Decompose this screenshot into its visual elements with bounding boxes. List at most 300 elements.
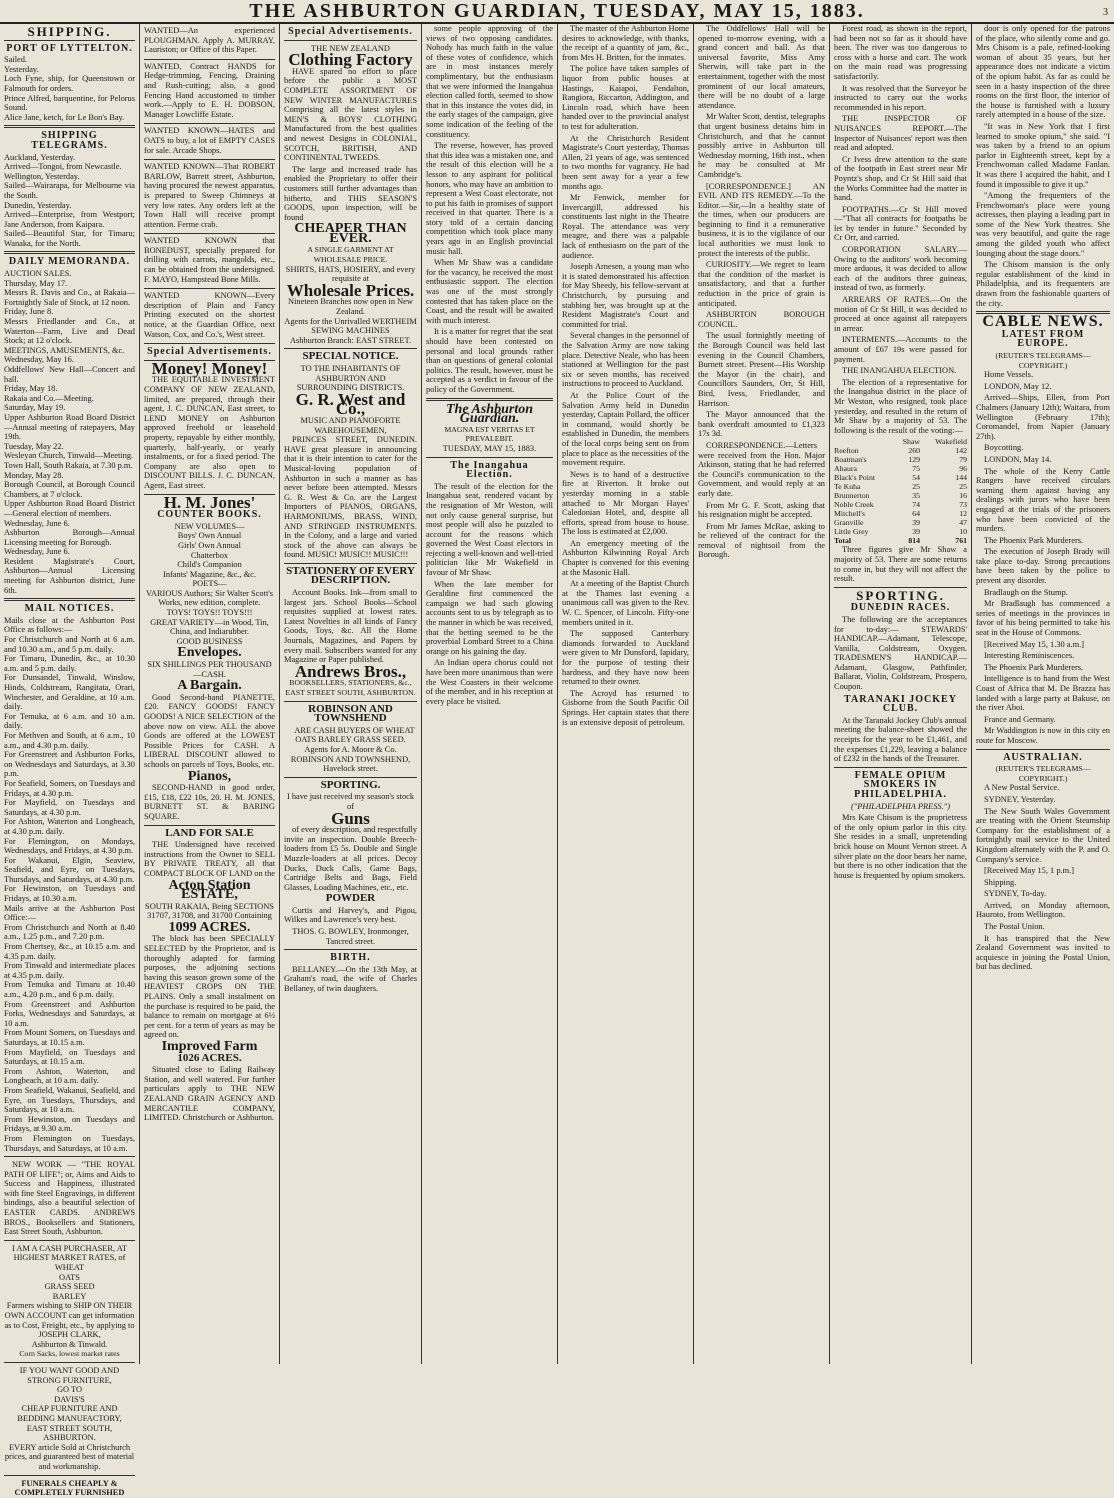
- taranaki-body: At the Taranaki Jockey Club's annual meeting the balance-sheet showed the receipts for the year to be £1,461, and the expenses £1,229, leaving a balance of £232 in the hands of the Treasurer.: [834, 715, 967, 764]
- grwest-title: G. R. West and Co.,: [295, 389, 406, 419]
- news-paragraph: At a meeting of the Baptist Church at the Thames last evening a unanimous call was given to the Rev. W. C. Spencer, of Lincoln. Fifty-one members united in it.: [562, 579, 689, 627]
- telegrams-list: [4, 153, 135, 249]
- clothing-factory-title: Clothing Factory: [288, 50, 413, 70]
- poll-total-row: [834, 536, 967, 545]
- memo-line: Wednesday, June 6.: [4, 547, 70, 557]
- memo-line: Upper Ashburton Road Board District—General election of members.: [4, 499, 135, 518]
- poll-cell: 47: [959, 518, 967, 528]
- poll-cell: 75: [912, 464, 921, 474]
- local-paragraphs: [698, 24, 825, 560]
- news-paragraph: At the Police Court of the Salvation Army held in Dunedin yesterday, Captain Pollard, the officer in command, would shortly be established in Dunedin, the members of the local corps being sent on from place to place as the necessities of the movement require.: [562, 390, 689, 468]
- mail-list: [4, 616, 135, 1153]
- acton-title: Acton Station ESTATE,: [168, 877, 251, 903]
- cable-items: [976, 370, 1110, 745]
- farm-body: Situated close to Ealing Railway Station, and well watered. For further particulars apply to THE NEW ZEALAND GRAIN AGENCY AND MERCANTILE COMPANY, LIMITED. Christchurch or Ashburton.: [144, 1065, 275, 1123]
- memo-line: Messrs R. Davis and Co., at Rakaia—Fortnightly Sale of Stock, at 12 noon.: [4, 288, 135, 307]
- memo-line: Thursday, May 17.: [4, 278, 68, 288]
- opium-paragraph: "It was in New York that I first learned to smoke opium," she said. "I was taken by a friend to an opium parlor in Eighteenth street, kept by a Frenchwoman called Madame Fanlan. It was there I acquired the habit, and I found it impossible to give it up.": [976, 121, 1110, 189]
- envelopes-sub: SIX SHILLINGS PER THOUSAND—CASH.: [147, 660, 272, 679]
- mail-line: From Ashton, Waterton, and Longbeach, at 10 a.m. daily.: [4, 1066, 135, 1086]
- sporting-ad-body: I have just received my season's stock of: [286, 792, 415, 811]
- female-opium-heading: FEMALE OPIUM SMOKERS IN PHILADELPHIA.: [854, 769, 947, 800]
- cable-item: [Received May 15, 1.30 a.m.]: [984, 639, 1085, 649]
- bargain-title: A Bargain.: [177, 678, 242, 694]
- corn-sacks-note: Corn Sacks, lowest market rates: [19, 1349, 120, 1359]
- furniture-advert: [4, 1366, 135, 1472]
- poll-cell: Little Grey: [834, 527, 869, 537]
- column-4: [422, 24, 558, 1364]
- memo-line: AUCTION SALES.: [4, 269, 72, 279]
- motto: MAGNA EST VERITAS ET PREVALEBIT.: [444, 424, 535, 444]
- cable-item: The whole of the Kerry Cattle Rangers have received circulars warning them against having any dealings with jurors who have been engaged at the trials of the prisoners who have been convicted of the murders.: [976, 466, 1110, 534]
- advert-line: DAVIS'S: [54, 1394, 85, 1404]
- wanted-ad: WANTED KNOWN—HATES and OATS to buy, a lot of EMPTY CASES for sale. Arcade Shops.: [144, 124, 275, 160]
- leader-paragraph: An Indian opera chorus could not have been more unanimous than were the West Coasters in their welcome of the member, and in his reception at every place he visited.: [426, 658, 553, 706]
- special-ads-heading-2: Special Advertisements.: [288, 26, 413, 37]
- bargain-body: Good Second-hand PIANETTE, £20. FANCY GOODS! FANCY GOODS! A NICE SELECTION of the above now on view. ALL the above Goods are offered at the LOWEST Possible Prices for CASH. A LIBERAL DISCOUNT allowed to schools on parcels of Toys, Books, etc.: [144, 692, 275, 769]
- memo-line: MEETINGS, AMUSEMENTS, &c.: [4, 345, 125, 355]
- mail-line: From Seafield, Wakanui, Seafield, and Eyre, on Tuesdays, Thursdays, and Saturdays, at 10 a.m.: [4, 1085, 135, 1115]
- cable-item: Arrived—Ships, Ellen, from Port Chalmers (January 12th); Waitara, from Wellington (February 17th); Coromandel, from Napier (January 27th).: [976, 393, 1110, 441]
- mail-line: For Mayfield, on Tuesdays and Saturdays, at 4.30 p.m.: [4, 798, 135, 817]
- single-garment: A SINGLE GARMENT AT WHOLESALE PRICE.: [307, 245, 394, 265]
- council-paragraph: Cr Ivess drew attention to the state of the footpath in East street near Mr Poyntz's shop, and Cr St Hill said that the Works Committee had the matter in hand.: [834, 154, 967, 203]
- shipping-line: Alice Jane, ketch, for Le Bon's Bay.: [4, 112, 125, 122]
- poll-header-row: [834, 437, 967, 446]
- poll-cell: Te Kuha: [834, 482, 861, 492]
- mail-line: For Methven and South, at 6 a.m., 10 a.m., and 4.30 p.m. daily.: [4, 730, 135, 750]
- opium-continued: [976, 24, 1110, 308]
- page-number: 3: [1103, 7, 1108, 18]
- advert-line: I AM A CASH PURCHASER, AT HIGHEST MARKET RATES, of: [12, 1243, 127, 1263]
- port-heading: PORT OF LYTTELTON.: [6, 42, 133, 54]
- news-paragraph: The supposed Canterbury diamonds forwarded to Auckland were given to Mr Dunsford, lapidary, for the purpose of testing their hardness, and they have now been returned to their owner.: [562, 629, 689, 687]
- shirts-line: SHIRTS, HATS, HOSIERY, and every requisite at: [285, 264, 416, 284]
- poll-cell: 39: [912, 518, 921, 528]
- mail-line: Mails arrive at the Ashburton Post Office:—: [4, 903, 135, 923]
- pianos-body: SECOND-HAND in good order, £15, £18, £22 10s, 20. H. M. JONES, BURNETT ST. & BARING SQUARE.: [144, 783, 275, 821]
- jones-line: Chatterbox: [190, 550, 229, 560]
- robinson-body: ARE CASH BUYERS OF WHEAT OATS BARLEY GRASS SEED. Agents for A. Moore & Co. ROBINSON AND TOWNSHEND, Havelock street.: [290, 725, 415, 774]
- poll-cell: 260: [908, 446, 921, 456]
- masthead-title: THE ASHBURTON GUARDIAN, TUESDAY, MAY 15, 1883.: [249, 0, 865, 22]
- column-7: [830, 24, 972, 1364]
- acton-more: The block has been SPECIALLY SELECTED by the Proprietor, and is thoroughly adapted for farming purposes, the adjoining sections having this season grown some of the HEAVIEST CROPS ON THE PLAINS. Only a small instalment on the purchase is required to be paid, the balance to remain on mortgage at 6½ per cent. for a term of years as may be agreed on.: [144, 934, 275, 1040]
- shipping-list: [4, 55, 135, 122]
- advert-line: Ashburton & Tinwald.: [31, 1339, 108, 1349]
- news-paragraphs: [562, 24, 689, 727]
- opium-paragraph: "Among the frequenters of the Frenchwoman's place were young actresses, then playing a leading part in some of the New York theatres. She was very beautiful, and quite the rage among the gilded youth who affect lounging about the stage doors.": [976, 191, 1110, 258]
- jones-line: NEW VOLUMES—: [174, 521, 245, 531]
- poll-rows: [834, 446, 967, 536]
- cable-item: France and Germany.: [984, 714, 1056, 724]
- poll-cell: 96: [959, 464, 967, 474]
- nameplate: The Ashburton Guardian.: [445, 401, 533, 427]
- column-6: [694, 24, 830, 1364]
- council-paragraph: Forest road, as shown in the report, had been not so far as it should have been. The river was too dangerous to cross with a horse and cart. The work on the main road was progressing satisfactorily.: [834, 24, 967, 81]
- telegrams-heading: SHIPPING TELEGRAMS.: [31, 130, 108, 151]
- acton-body: SOUTH RAKAIA, Being SECTIONS 31707, 31708, and 31700 Containing: [145, 901, 274, 921]
- memo-line: Resident Magistrate's Court, Ashburton—Annual Licensing meeting for Ashburton district, June 6th.: [4, 556, 135, 595]
- mail-line: From Mayfield, on Tuesdays and Saturdays, at 10.15 a.m.: [4, 1047, 135, 1067]
- local-paragraph: [CORRESPONDENCE.] AN EVIL AND ITS REMEDY.—To the Editor.—Sir,—In a healthy state of the times, when our producers are beginning to find it a remunerative business, it is to the vigilance of our local authorities we must look to protect the interests of the public.: [698, 181, 825, 258]
- opium-paragraph: The Chisom mansion is the only regular establishment of the kind in Philadelphia, and its frequenters are drawn from the fashionable quarters of the city.: [976, 260, 1110, 308]
- jones-line: POETS—: [192, 579, 227, 589]
- jones-title: H. M. Jones': [163, 492, 256, 512]
- leader-paragraph: The result of the election for the Inangahua seat, rendered vacant by the resignation of Mr Weston, will not only cause general surprise, but most people will also be puzzled to account for the reasons which governed the West Coast electors in rejecting a well-known and well-tried politician like Mr Wakefield in favour of Mr Shaw.: [426, 481, 553, 578]
- local-paragraph: The Oddfellows' Hall will be opened to-morrow evening, with a grand concert and ball. As that universal favorite, Miss Amy Sherwin, will take part in the entertainment, together with the most prominent of our local amateurs, there will be no doubt of a large attendance.: [698, 24, 825, 110]
- cable-item: Home Vessels.: [984, 370, 1034, 380]
- cable-news-sub: LATEST FROM EUROPE.: [1001, 328, 1085, 350]
- special-notice-title: SPECIAL NOTICE.: [302, 350, 399, 363]
- poll-cell: 35: [912, 491, 921, 501]
- council-paragraph: THE INSPECTOR OF NUISANCES REPORT.—The Inspector of Nuisances' report was then read and adopted.: [834, 114, 967, 153]
- advert-line: IF YOU WANT GOOD AND STRONG FURNITURE,: [19, 1365, 120, 1385]
- jones-subtitle: COUNTER BOOKS.: [157, 509, 262, 521]
- australian-item: SYDNEY, Yesterday.: [984, 794, 1056, 804]
- local-paragraph: From Mr G. F. Scott, asking that his resignation might be accepted.: [698, 500, 825, 520]
- column-5: [558, 24, 694, 1364]
- birth-heading: BIRTH.: [330, 952, 371, 964]
- branches-line: Nineteen Branches now open in New Zealand.: [288, 297, 413, 317]
- grwest-sub: MUSIC AND PIANOFORTE WAREHOUSEMEN,: [300, 415, 401, 435]
- poll-row: [834, 500, 967, 509]
- council-paragraph: THE INANGAHUA ELECTION.: [842, 366, 957, 376]
- telegram-line: Sailed—Wairarapa, for Melbourne via the South.: [4, 181, 135, 200]
- cable-item: Bradlaugh on the Stump.: [984, 587, 1068, 597]
- pianos-title: Pianos,: [187, 768, 232, 784]
- memo-line: Wednesday, May 16.: [4, 355, 74, 365]
- funerals-advert: FUNERALS CHEAPLY & COMPLETELY FURNISHED: [14, 1478, 125, 1498]
- editorial-paragraph: It is a matter for regret that the seat should have been contested on personal and local grounds rather than on questions of general colonial politics. The result, however, must be accepted as a verdict in favour of the policy of the Government.: [426, 327, 553, 394]
- australian-item: [Received May 15, 1 p.m.]: [984, 866, 1075, 876]
- poll-cell: 25: [959, 482, 967, 492]
- news-paragraph: Joseph Arnesen, a young man who it is stated demonstrated his affection for May Sheedy, his fellow-servant at Christchurch, by pursuing and stabbing her, was brought up at the Resident Magistrate's Court and committed for trial.: [562, 262, 689, 329]
- australian-item: A New Postal Service.: [984, 783, 1060, 793]
- farm-acres: 1026 ACRES.: [177, 1051, 242, 1064]
- advert-line: JOSEPH CLARK,: [38, 1330, 101, 1340]
- telegram-line: Sailed—Beautiful Star, for Timaru; Wanaka, for the North.: [4, 229, 135, 248]
- memoranda-list: [4, 269, 135, 595]
- jones-line: GREAT VARIETY—in Wood, Tin, China, and Indiarubber.: [150, 617, 269, 637]
- column-3: [280, 24, 422, 1364]
- royal-path-advert: NEW WORK — "THE ROYAL PATH OF LIFE"; or, Aims and Aids to Success and Happiness, illustrated with fine Steel Engravings, in different bindings, also a beautiful selection of EASTER CARDS. ANDREWS BROS., Booksellers and Stationers, East Street South, Ashburton.: [4, 1160, 135, 1237]
- robinson-title: ROBINSON AND TOWNSHEND: [308, 702, 393, 725]
- clothing-body: HAVE spared no effort to place before the public a MOST COMPLETE ASSORTMENT OF NEW WINTER MANUFACTURES Comprising all the latest styles in MEN'S & BOYS' CLOTHING Manufactured from the best qualities and newest Designs in COLONIAL, SCOTCH, BRITISH, AND CONTINENTAL TWEEDS.: [284, 66, 417, 163]
- memo-line: Wednesday, June 6.: [4, 518, 70, 528]
- local-paragraph: CURIOSITY.—We regret to learn that the condition of the market is unsatisfactory, and that a further reduction in the price of grain is anticipated.: [698, 260, 825, 308]
- telegram-line: Arrived—Enterprise, from Westport; Jane Anderson, from Kaipara.: [4, 210, 135, 229]
- memo-line: Friday, May 18.: [4, 384, 58, 394]
- money-title: Money! Money!: [151, 358, 268, 378]
- cable-item: Interesting Reminiscences.: [984, 651, 1075, 661]
- jones-line: Girls' Own Annual: [178, 540, 241, 550]
- poll-row: [834, 491, 967, 500]
- masthead: [0, 0, 1114, 24]
- grwest-body: PRINCES STREET, DUNEDIN. HAVE great pleasure in announcing that it is their intention to cater for the Musical-loving population of Ashburton in such a manner as has never before been attempted. Messrs G. R. West & Co. are the Largest Importers of PIANOS, ORGANS, HARMONIUMS, BRASS, WIND, AND STRINGED INSTRUMENTS. In the Colony, and a large and varied stock of the above can always be found. MUSIC! MUSIC!! MUSIC!!!: [284, 435, 417, 560]
- female-opium-source: ("PHILADELPHIA PRESS."): [851, 801, 950, 811]
- wanted-ads: [144, 24, 275, 344]
- mail-heading: MAIL NOTICES.: [24, 603, 115, 615]
- leader-title: The Inangahua Election.: [450, 459, 529, 481]
- shipping-line: Sailed.: [4, 55, 28, 65]
- australian-copyright: (REUTER'S TELEGRAMS—COPYRIGHT.): [995, 764, 1091, 783]
- wanted-ad: WANTED KNOWN that BONEDUST, specially prepared for drilling with carrots, mangolds, etc., can be obtained from the undersigned. F. MAYO, Hampstead Bone Mills.: [144, 234, 275, 289]
- mail-line: For Greenstreet and Ashburton Forks, on Wednesdays and Saturdays, at 3.30 p.m.: [4, 750, 135, 779]
- leader-body: [426, 482, 553, 707]
- news-paragraph: Mr Fenwick, member for Invercargill, addressed his constituents last night in the Theatre Royal. The attendance was very meagre, and there was a palpable lack of enthusiasm on the part of the audience.: [562, 193, 689, 260]
- column-2: [140, 24, 280, 1364]
- poll-cell: 142: [955, 446, 967, 456]
- agents-line: Agents for the Unrivalled WERTHEIM SEWING MACHINES: [284, 316, 417, 336]
- memo-line: Friday, June 8.: [4, 307, 54, 317]
- guns-title: Guns: [331, 808, 370, 828]
- shipping-line: Loch Fyne, ship, for Queenstown or Falmouth for orders.: [4, 74, 135, 93]
- column-8: [972, 24, 1114, 1364]
- jones-line: Infants' Magazine, &c., &c.: [163, 569, 256, 579]
- news-paragraph: An emergency meeting of the Ashburton Kilwinning Royal Arch Chapter is convened for this evening at the Masonic Hall.: [562, 538, 689, 577]
- australian-item: Shipping.: [984, 877, 1017, 887]
- poll-cell: 74: [912, 500, 921, 510]
- poll-row: [834, 473, 967, 482]
- local-paragraph: From Mr James McRae, asking to be relieved of the contract for the removal of nightsoil from the Borough.: [698, 521, 825, 560]
- wanted-ad: WANTED KNOWN—Every description of Plain and Fancy Printing executed on the shortest notice, at the Guardian Office, next Watson, Cox, and Co.'s, West street.: [144, 289, 275, 344]
- mail-line: For Ashton, Waterton and Longbeach, at 4.30 p.m. daily.: [4, 817, 135, 836]
- cable-item: Mr Waddington is now in this city en route for Moscow.: [976, 726, 1110, 745]
- money-body: THE EQUITABLE INVESTMENT COMPANY OF NEW ZEALAND, limited, are prepared, through their agent, J. C. DUNCAN, East street, to LEND MONEY on Ashburton approved freehold or leasehold property, repayable by either monthly, quarterly, half-yearly, or yearly instalments, or for a fixed period. The Company are also open to DISCOUNT BILLS. J. C. DUNCAN, Agent, East street.: [144, 375, 275, 490]
- memo-line: Borough Council, at Borough Council Chambers, at 7 o'clock.: [4, 480, 135, 499]
- advert-line: EAST STREET SOUTH, ASHBURTON.: [26, 1423, 113, 1443]
- cable-copyright: (REUTER'S TELEGRAMS—COPYRIGHT.): [995, 351, 1091, 370]
- poll-total-cell: 761: [955, 536, 967, 546]
- advert-line: Farmers wishing to SHIP ON THEIR OWN ACCOUNT can get information as to Cost, Freight, etc., by applying to: [4, 1301, 135, 1330]
- jones-line: VARIOUS Authors; Sir Walter Scott's Works, new edition, complete.: [145, 588, 274, 608]
- memoranda-heading: DAILY MEMORANDA.: [8, 256, 131, 268]
- poll-table: [834, 437, 967, 545]
- advert-line: OATS: [59, 1272, 80, 1282]
- news-paragraph: The master of the Ashburton Home desires to acknowledge, with thanks, the receipt of a quantity of jam, &c., from Mrs H. Britten, for the inmates.: [562, 24, 689, 62]
- local-paragraph: ASHBURTON BOROUGH COUNCIL.: [698, 310, 825, 329]
- poll-total-cell: Total: [834, 536, 852, 546]
- local-paragraph: The Mayor announced that the bank overdraft amounted to £1,323 17s 3d.: [698, 410, 825, 439]
- branch-line: Ashburton Branch: EAST STREET.: [289, 335, 412, 345]
- poll-cell: Mitchell's: [834, 509, 865, 519]
- mail-line: For Temuka, at 6 a.m. and 10 a.m. daily.: [4, 711, 135, 731]
- mail-line: From Temuka and Timaru at 10.40 a.m., 4.20 p.m., and 6 p.m. daily.: [4, 980, 135, 999]
- mail-line: From Greenstreet and Ashburton Forks, Wednesdays and Saturdays, at 10 a.m.: [4, 999, 135, 1028]
- council-paragraph: It was resolved that the Surveyor be instructed to carry out the works recommended in his report.: [834, 83, 967, 112]
- poll-header-cell: Wakefield: [935, 437, 967, 447]
- mail-line: From Christchurch and North at 8.40 a.m., 1.25 p.m., and 7.20 p.m.: [4, 922, 135, 942]
- council-paragraph: INTERMENTS.—Accounts to the amount of £67 19s were passed for payment.: [834, 335, 967, 364]
- mail-line: For Hewinston, on Tuesdays and Fridays, at 10.30 a.m.: [4, 884, 135, 904]
- cable-item: Boycotting.: [984, 443, 1024, 453]
- advert-line: WHEAT: [54, 1263, 85, 1273]
- poll-cell: 25: [912, 482, 921, 492]
- telegram-line: Dunedin, Yesterday.: [4, 200, 72, 210]
- wanted-ad: WANTED, Contract HANDS for Hedge-trimming, Fencing, Draining and Rush-cutting; also, a good Fencing Hand accustomed to timber work.—Apply to E. H. DOBSON, Manager Lowcliffe Estate.: [144, 60, 275, 125]
- jones-list: [144, 522, 275, 647]
- memo-line: Town Hall, South Rakaia, at 7.30 p.m.: [4, 460, 133, 470]
- editorial-paragraph: When Mr Shaw was a candidate for the vacancy, he received the most enthusiastic support. The election was one of the most strongly contested that has taken place on the Coast, and the result will be awaited with much interest.: [426, 258, 553, 325]
- local-paragraph: The usual fortnightly meeting of the Borough Council was held last evening in the Council Chambers, Burnett street. Present—His Worship the Mayor (in the chair), and Councillors Saunders, Orr, St Hill, Bird, Ivess, Friedlander, and Harrison.: [698, 331, 825, 408]
- wanted-ad: WANTED KNOWN—That ROBERT BARLOW, Barrett street, Ashburton, having procured the newest apparatus, is prepared to Sweep Chimneys at very low rates. Any orders left at the Town Hall will receive prompt attention. Ferme crab.: [144, 160, 275, 234]
- advert-line: CHEAP FURNITURE AND BEDDING MANUFACTORY,: [17, 1404, 122, 1423]
- australian-item: Arrived, on Monday afternoon, Hauroto, from Wellington.: [976, 900, 1110, 920]
- australian-item: The Postal Union.: [984, 922, 1045, 932]
- cable-news-heading: CABLE NEWS.: [982, 313, 1104, 331]
- races-heading: DUNEDIN RACES.: [850, 602, 951, 614]
- after-poll: Three figures give Mr Shaw a majority of 53. There are some returns to come in, but they will not affect the result.: [834, 545, 967, 584]
- jones-line: Child's Companion: [177, 560, 242, 570]
- land-title: LAND FOR SALE: [165, 826, 254, 839]
- poll-row: [834, 509, 967, 518]
- memo-line: Oddfellows' New Hall—Concert and ball.: [4, 365, 135, 384]
- news-paragraph: Several changes in the personnel of the Salvation Army are now taking place. Detective Neale, who has been stationed at Wellington for the past six or seven months, has received instructions to proceed to Auckland.: [562, 331, 689, 389]
- acton-acres: 1099 ACRES.: [168, 919, 251, 935]
- memo-line: Saturday, May 19.: [4, 403, 66, 413]
- advert-line: EVERY article Sold at Christchurch prices, and guaranteed best of material and workmanship.: [4, 1442, 135, 1471]
- cable-item: The execution of Joseph Brady will take place to-day. Strong precautions have been taken by the police to prevent any disorder.: [976, 547, 1110, 586]
- memo-line: Rakaia and Co.—Meeting.: [4, 393, 94, 403]
- mail-line: From Mount Somers, on Tuesdays and Saturdays, at 10.15 a.m.: [4, 1028, 135, 1047]
- poll-header-cell: [834, 437, 895, 446]
- poll-cell: 79: [959, 455, 967, 465]
- races-body: The following are the acceptances for to-day:— STEWARDS' HANDICAP.—Adamant, Telescope, Vanilla, Coldstream, Oxygen. TRADESMEN'S HANDICAP.—Adamant, Glasgow, Pathfinder, Ballarat, Violin, Coldstream, Prospero, Coupon.: [834, 614, 967, 692]
- advert-line: GO TO: [56, 1385, 83, 1395]
- poll-cell: Reefton: [834, 446, 859, 456]
- australian-item: SYDNEY, To-day.: [984, 889, 1047, 899]
- local-paragraph: CORRESPONDENCE.—Letters were received from the Hon. Major Atkinson, stating that he had referred the Council's communication to the Government, and would reply at an early date.: [698, 440, 825, 498]
- poll-cell: 54: [912, 473, 921, 483]
- poll-cell: 129: [908, 455, 921, 465]
- australian-item: It has transpired that the New Zealand Government was invited to acquiesce in joining the Postal Union, but has declined.: [976, 933, 1110, 972]
- land-body: THE Undersigned have received instructions from the Owner to SELL BY PRIVATE TREATY, all that COMPACT BLOCK OF LAND on the: [144, 840, 275, 878]
- issue-date: TUESDAY, MAY 15, 1883.: [442, 443, 537, 453]
- poll-cell: 73: [959, 500, 967, 510]
- poll-row: [834, 455, 967, 464]
- telegram-line: Arrived—Tongoi, from Newcastle.: [4, 162, 122, 172]
- election-intro: The election of a representative for the Inangahua district in the place of Mr Weston, who resigned, took place yesterday, and resulted in the return of Mr Shaw by a majority of 53. The following is the result of the voting:—: [834, 377, 967, 435]
- mail-line: For Seafield, Somers, on Tuesdays and Fridays, at 4.30 p.m.: [4, 778, 135, 798]
- mail-line: For Timaru, Dunedin, &c., at 10.30 a.m. and 5 p.m. daily.: [4, 654, 135, 673]
- cable-item: Intelligence is to hand from the West Coast of Africa that M. De Brazza has landed with a large party at Bakuse, on the river Aboi.: [976, 674, 1110, 713]
- poll-row: [834, 518, 967, 527]
- editorial-continued: [426, 24, 553, 395]
- memo-line: Wesleyan Church, Tinwald—Meeting.: [4, 451, 134, 461]
- advert-line: GRASS SEED: [44, 1282, 95, 1292]
- poll-cell: Noble Creek: [834, 500, 874, 510]
- jones-line: Boys' Own Annual: [177, 531, 242, 541]
- cheaper-title: CHEAPER THAN EVER.: [294, 221, 407, 246]
- poll-cell: 16: [959, 491, 967, 501]
- council-paragraphs: [834, 24, 967, 376]
- poll-cell: 39: [912, 527, 921, 537]
- stationery-body: Account Books. Ink—from small to largest jars. School Books—School requisites supplied at lowest rates. Latest Novelties in all kinds of Fancy Goods, Toys, &c. All the Home Journals, Magazines, and Papers by every mail. Subscribers wanted for any Magazine or Paper published.: [284, 588, 417, 665]
- shipping-line: Prince Alfred, barquentine, for Pelorus Sound.: [4, 93, 135, 113]
- australian-item: The New South Wales Government are treating with the Orient Steamship Company for the establishment of a fortnightly mail service to the United Kingdom alternately with the P. and O. Company's service.: [976, 806, 1110, 864]
- andrews-title: Andrews Bros.,: [294, 661, 407, 681]
- special-ads-heading: Special Advertisements.: [147, 346, 272, 358]
- cable-item: LONDON, May 12.: [984, 381, 1052, 391]
- editorial-paragraph: The reverse, however, has proved that this idea was a mistaken one, and the result of this election will be a lesson to any aspirant for political honors, who may have an ambition to represent a West Coast electorate, not to put his faith in promises of support received in that quarter. There is a story told of a certain dancing competition which took place many years ago in an English provincial music hall.: [426, 141, 553, 256]
- wholesale-title: Wholesale Prices.: [286, 280, 415, 300]
- australian-heading: AUSTRALIAN.: [1003, 751, 1083, 763]
- mail-line: From Flemington on Tuesdays, Thursdays, and Saturdays, at 10 a.m.: [4, 1133, 135, 1153]
- bowley-signature: THOS. G. BOWLEY, Ironmonger, Tancred street.: [292, 927, 409, 946]
- news-paragraph: At the Christchurch Resident Magistrate's Court yesterday, Thomas Allen, 21 years of age, was sentenced to two months for vagrancy. He had been sent away for a year a few months ago.: [562, 133, 689, 191]
- birth-body: BELLANEY.—On the 13th May, at Graham's road, the wife of Charles Bellaney, of twin daughters.: [284, 964, 417, 994]
- poll-cell: Black's Point: [834, 473, 876, 483]
- council-paragraph: ARREARS OF RATES.—On the motion of Cr St Hill, it was decided to proceed at once against all ratepayers in arrear.: [834, 295, 967, 333]
- jones-line: TOYS! TOYS!! TOYS!!!: [166, 608, 253, 618]
- wanted-ad: WANTED—An experienced PLOUGHMAN. Apply A. MURRAY, Lauriston; or Office of this Paper.: [144, 24, 275, 60]
- cable-item: Mr Bradlaugh has commenced a series of meetings in the provinces in favor of his being permitted to take his seat in the House of Commons.: [976, 599, 1110, 638]
- news-paragraph: The police have taken samples of liquor from public houses at Hastings, Kaiapoi, Fendalton, Rangiora, Riccarton, Addington, and Lincoln road, which have been handed over to the provincial analyst to test for adulteration.: [562, 64, 689, 131]
- powder-title: POWDER: [325, 892, 376, 905]
- poll-header-cell: Shaw: [902, 437, 921, 447]
- sporting-heading: SPORTING.: [856, 587, 945, 603]
- news-paragraph: The Acroyd has returned to Gisborne from the South Pacific Oil Springs. Her captain states that there is an extensive deposit of petroleum.: [562, 688, 689, 727]
- shipping-line: Yesterday.: [4, 64, 39, 74]
- shipping-heading: SHIPPING.: [27, 24, 112, 39]
- guns-body: of every description, and respectfully invite an inspection. Double Breech-loaders from £5 5s. Double and Single Muzzle-loaders at all prices. Decoy Ducks, Duck Calls, Game Bags, Cartridge Belts and Bags, Field Glasses, Loading Machines, etc., etc.: [284, 825, 417, 892]
- sporting-ad-title: SPORTING.: [320, 778, 381, 791]
- taranaki-heading: TARANAKI JOCKEY CLUB.: [844, 693, 957, 715]
- mail-line: For Flemington, on Mondays, Wednesdays, and Fridays, at 4.30 p.m.: [4, 836, 135, 856]
- poll-row: [834, 527, 967, 536]
- poll-row: [834, 464, 967, 473]
- poll-cell: Granville: [834, 518, 864, 528]
- poll-cell: 144: [955, 473, 967, 483]
- mail-line: For Wakanui, Elgin, Seaview, Seafield, and Eyre, on Tuesdays, Thursdays, and Saturdays, at 4.30 p.m.: [4, 855, 135, 884]
- cable-item: The Phoenix Park Murderers.: [984, 662, 1084, 672]
- mail-line: From Chertsey, &c., at 10.15 a.m. and 4.35 p.m. daily.: [4, 942, 135, 961]
- poll-cell: 64: [912, 509, 921, 519]
- memo-line: Ashburton Borough—Annual Licensing meeting for Borough.: [4, 528, 135, 547]
- column-1: [0, 24, 140, 1498]
- council-paragraph: CORPORATION SALARY.—Owing to the auditors' work becoming more arduous, it was decided to allow each of the auditors three guineas, instead of two, as formerly.: [834, 245, 967, 293]
- cash-purchaser-advert: [4, 1244, 135, 1350]
- jones-line: GOOD BUSINESS: [176, 636, 243, 646]
- memo-line: Tuesday, May 22.: [4, 441, 64, 451]
- opium-paragraph: door is only opened for the patrons of the place, who silently come and go. Mrs Chisom is a pale, refined-looking woman of about 35 years, but her appearance does not indicate a victim of the opium habit. As far as could be seen in a hasty inspection of the three rooms on the first floor, the interior of the house is furnished with a luxury rarely attempted in a house of the size.: [976, 24, 1110, 120]
- poll-cell: 10: [959, 527, 967, 537]
- memo-line: Messrs Friedlander and Co., at Waterton—Farm, Live and Dead Stock; at 12 o'clock.: [4, 317, 135, 346]
- poll-row: [834, 482, 967, 491]
- mail-line: For Christchurch and North at 6 a.m. and 10.30 a.m., and 5 p.m. daily.: [4, 635, 135, 654]
- editorial-paragraph: some people approving of the views of two opposing candidates. Nobody has much faith in the value of these votes of confidence, which are in most instances merely complimentary, but the enthusiasm that we were informed the Inangahua election called forth, seemed to show that in this instance the votes did, in the early stages of the campaign, give some indication of the feeling of the constituency.: [426, 24, 553, 139]
- memo-line: Monday, May 28.: [4, 470, 64, 480]
- envelopes-title: Envelopes.: [177, 645, 242, 661]
- telegram-line: Wellington, Yesterday.: [4, 171, 80, 181]
- advert-line: BARLEY: [52, 1291, 87, 1301]
- poll-total-cell: 814: [908, 536, 921, 546]
- special-notice-body: TO THE INHABITANTS OF ASHBURTON AND SURROUNDING DISTRICTS.: [296, 364, 405, 393]
- farm-title: Improved Farm: [161, 1039, 258, 1054]
- female-opium-body: Mrs Kate Chisom is the proprietress of the only opium parlor in this city. She resides in a small, unpretending brick house on Mount Vernon street. A silver plate on the door bears her name, but there is no other indication that the house is frequented by opium smokers.: [834, 813, 967, 880]
- nz-title: THE NEW ZEALAND: [311, 43, 390, 53]
- stationery-title: STATIONERY OF EVERY DESCRIPTION.: [286, 564, 415, 587]
- mail-line: For Dunsandel, Tinwald, Winslow, Hinds, Coldstream, Rangitata, Orari, Winchester, and Geraldine, at 10 a.m. daily.: [4, 673, 135, 712]
- andrews-sub: BOOKSELLERS, STATIONERS, &c., EAST STREET SOUTH, ASHBURTON.: [285, 678, 416, 697]
- leader-paragraph: When the late member for Geraldine first commenced the campaign we had such glowing accounts sent to us by telegraph as to the manner in which he was received, that the betting seemed to be the proverbial Lombard Street to a China orange on his gaining the day.: [426, 579, 553, 656]
- council-paragraph: FOOTPATHS.—Cr St Hill moved—"That all contracts for footpaths be let by tender in future." Seconded by Cr Orr, and carried.: [834, 204, 967, 243]
- memo-line: Upper Ashburton Road Board District—Annual meeting of ratepayers, May 19th.: [4, 412, 135, 442]
- local-paragraph: Mr Walter Scott, dentist, telegraphs that urgent business detains him in Christchurch, and that he cannot possibly arrive in Ashburton till Wednesday morning, 16th inst., when he may be consulted at Mr Cambridge's.: [698, 112, 825, 179]
- australian-items: [976, 783, 1110, 972]
- cable-item: LONDON, May 14.: [984, 454, 1052, 464]
